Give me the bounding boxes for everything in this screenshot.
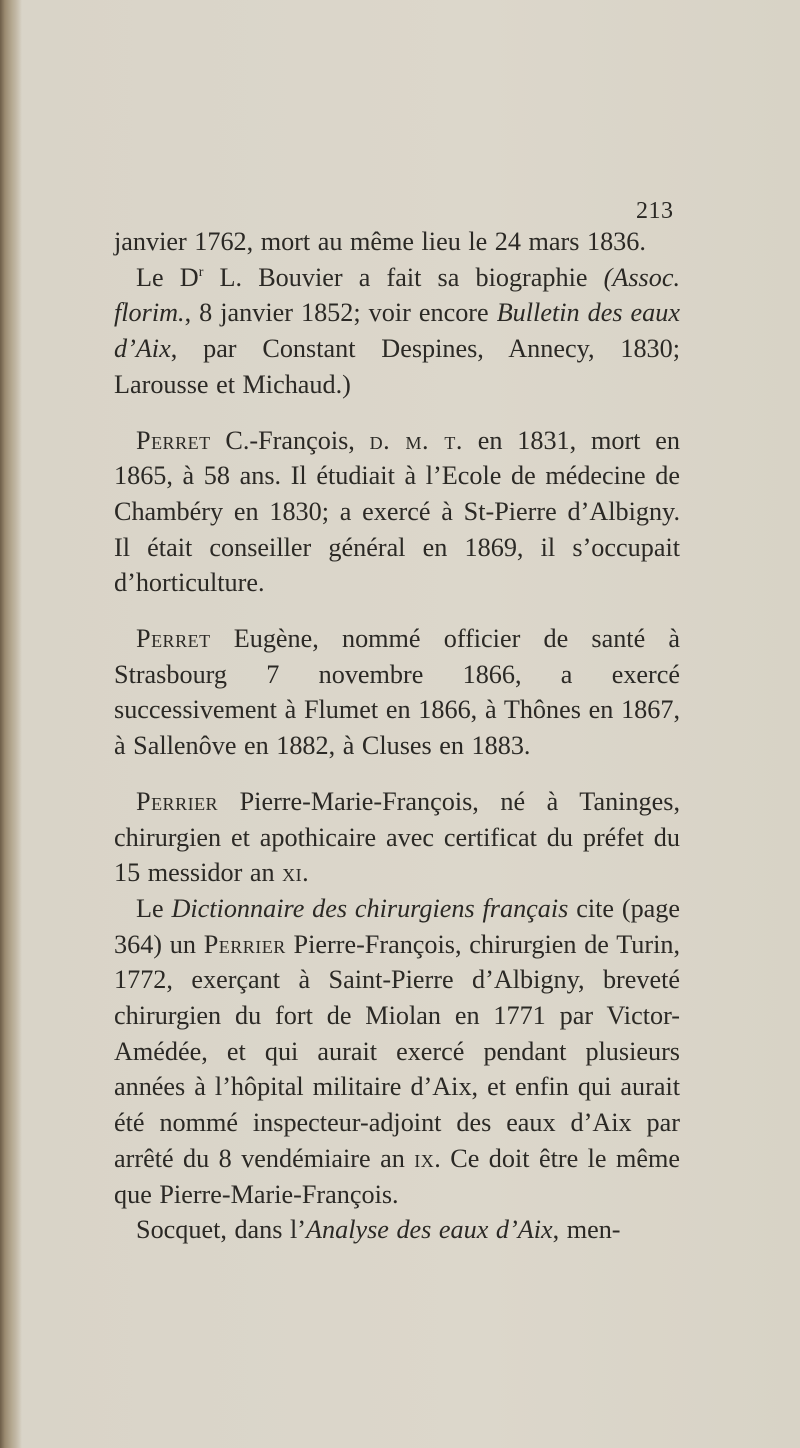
entry-name: Perret [136,425,211,455]
paragraph-text: janvier 1762, mort au même lieu le 24 mars 1836. [114,227,646,256]
text-run: Pierre-François, chirurgien de Turin, 1772, exerçant à Saint-Pierre d’Albigny, breveté chirurgien du fort de Miolan en 1771 par Victor-Amédée, et qui aurait exercé pendant plusieurs années à l’hôpital militaire d’Aix, et enfin qui aurait été nommé inspecteur-adjoint des eaux d’Aix par arrêté du 8 vendémiaire an [114,929,680,1173]
paragraph-bouvier [114,260,680,403]
book-spine-shadow [0,0,22,1448]
entry-name: Perrier [136,786,219,816]
entry-perret-eugene [114,621,680,764]
text-run: Le [136,893,172,923]
paragraph-dictionnaire [114,891,680,1212]
italic-title: Dictionnaire des chirurgiens français [171,893,569,923]
text-run: Pierre-Marie-François, né à Taninges, chirurgien et apothicaire avec certificat du préfet du 15 messidor an [114,786,680,888]
text-run: , par Constant Despines, Annecy, 1830; Larousse et Michaud.) [114,334,680,399]
roman-numeral: ix [414,1143,435,1173]
italic-reference: (Assoc. florim. [114,262,680,328]
text-run: . Ce doit être le même que Pierre-Marie-François. [114,1143,680,1209]
text-run: C.-François, [210,425,370,455]
text-run: cite (page 364) un [114,893,681,959]
body-text [114,224,680,1248]
text-run: . [302,858,309,888]
text-run: en 1831, mort en 1865, à 58 ans. Il étudiait à l’Ecole de médecine de Chambéry en 1830; a exercé à St-Pierre d’Albigny. Il était conseiller général en 1869, il s’occupait d’horticulture. [114,425,680,598]
italic-reference: Bulletin des eaux d’Aix [114,298,680,364]
text-run: L. Bouvier a fait sa biographie [203,262,604,292]
entry-perrier-pierre-marie [114,784,680,891]
text-run: Eugène, nommé officier de santé à Strasbourg 7 novembre 1866, a exercé successivement à Flumet en 1866, à Thônes en 1867, à Sallenôve en 1882, à Cluses en 1883. [114,624,680,761]
abbreviation: d. m. t. [369,425,463,455]
text-run: , 8 janvier 1852; voir encore [184,298,497,328]
entry-perret-francois [114,423,680,602]
page-number: 213 [636,198,674,224]
entry-name: Perret [136,624,211,654]
superscript: r [198,264,204,280]
text-run: Socquet, dans l’ [136,1215,307,1245]
italic-title: Analyse des eaux d’Aix [306,1215,553,1245]
roman-numeral: xi [282,858,303,888]
entry-name: Perrier [203,929,286,959]
text-run: , men- [552,1215,621,1245]
text-run: Le D [136,262,199,292]
paragraph-socquet [114,1212,680,1248]
paragraph-continuation [114,224,680,260]
